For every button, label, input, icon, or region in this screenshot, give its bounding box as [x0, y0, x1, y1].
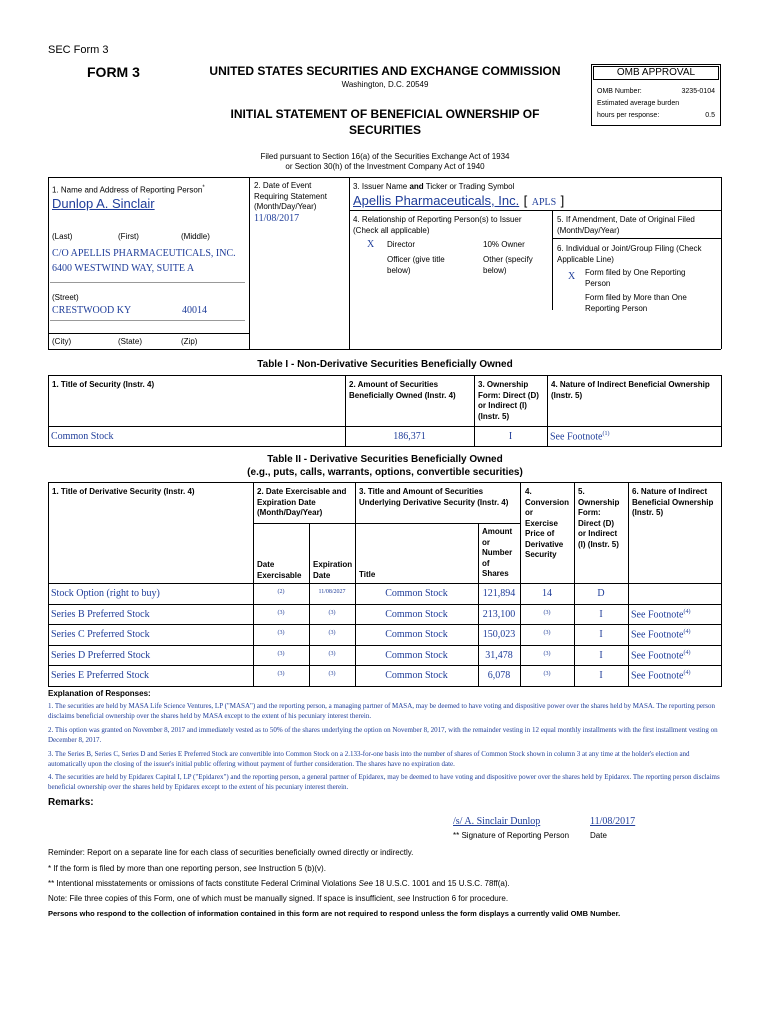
table1-col4-line1: 4. Nature of Indirect Beneficial Ownership [551, 380, 710, 389]
table2-row-divider [48, 665, 722, 666]
table2-row-expiration: (3) [328, 671, 336, 678]
box3-label-and: and [409, 182, 424, 191]
explanation-note-3: 3. The Series B, Series C, Series D and Series E Preferred Stock are convertible into Common Stock on a 2.133-for-one basis into the number of shares of Common Stock shown in column 3 at any time at the holder's election and automatically upon the closing of the issuer's initial public offering without payment of further consideration. The shares have no expiration date. [48, 750, 690, 768]
table2-row-expiration: (3) [328, 609, 336, 616]
omb-number: 3235-0104 [681, 88, 715, 95]
state-label: (State) [118, 337, 143, 346]
table2-col4-line4: Exercise [525, 518, 558, 528]
box3-label-pre: 3. Issuer Name [353, 182, 410, 191]
table2-col4-line1: 4. [525, 487, 532, 496]
table2-row-nature-sup: (4) [683, 608, 691, 615]
omb-number-row [597, 86, 715, 98]
table2-row-price: (3) [543, 650, 551, 657]
table2-amount-line1: Amount [482, 527, 513, 536]
footnote-double-star-see: See [358, 879, 373, 888]
box1-label-text: 1. Name and Address of Reporting Person [52, 185, 203, 195]
table1-col3-line1: 3. Ownership [478, 380, 529, 389]
table1-title: Table I - Non-Derivative Securities Beneficially Owned [257, 359, 513, 370]
filed-pursuant-line1: Filed pursuant to Section 16(a) of the Securities Exchange Act of 1934 [260, 152, 510, 161]
table2-row-nature-sup: (4) [683, 649, 691, 656]
issuer-name[interactable]: Apellis Pharmaceuticals, Inc. [353, 193, 520, 208]
footnote-star-post: Instruction 5 (b)(v). [256, 864, 326, 873]
table2-row-nature-text: See Footnote [631, 650, 684, 662]
sec-form-label: SEC Form 3 [48, 44, 109, 56]
table2-col5-line1: 5. [578, 487, 585, 496]
box6-label [557, 244, 702, 265]
omb-hours-row [597, 110, 715, 122]
table2-col3-line2: Underlying Derivative Security (Instr. 4) [359, 497, 509, 507]
table2-amount-header [482, 527, 512, 580]
officer-label-line2: below) [387, 265, 411, 275]
explanation-note-1: 1. The securities are held by MASA Life Science Ventures, LP ("MASA") and the reporting person, a managing partner of MASA, may be deemed to have voting and dispositive power over the shares held by MASA. The reporting person disclaims beneficial ownership over the shares held by MASA except to the extent of his pecuniary interest therein. [48, 702, 715, 720]
footnote-double-star [48, 879, 510, 888]
box4-label [353, 215, 522, 236]
table2-row-amount: 150,023 [482, 629, 516, 641]
statement-title [190, 106, 580, 138]
table2-row-price: (3) [543, 609, 551, 616]
bracket-close: ] [560, 193, 565, 208]
table2-row-exercisable: (3) [277, 609, 285, 616]
table2-col4-line2: Conversion [525, 497, 570, 507]
one-person-checkbox[interactable]: X [568, 271, 576, 282]
issuer-line [353, 192, 564, 210]
table1-row-nature-sup: (1) [602, 431, 610, 437]
table2-expiration-date-label: Date [313, 570, 331, 580]
last-label: (Last) [52, 232, 73, 241]
table2-col2-line3: (Month/Day/Year) [257, 508, 323, 517]
table2-row-amount: 213,100 [482, 608, 516, 620]
table2-row-expiration: (3) [328, 650, 336, 657]
table2-bottom-border [48, 686, 722, 687]
table2-row-price: 14 [542, 588, 552, 599]
table2-title [48, 453, 722, 479]
table2-row-title: Series C Preferred Stock [51, 629, 150, 641]
table2-row-underlying: Common Stock [385, 649, 448, 661]
zip-label: (Zip) [181, 337, 198, 346]
footnote-star-see: see [243, 864, 257, 873]
statement-title-line2: SECURITIES [348, 123, 421, 137]
table2-row-divider [48, 624, 722, 625]
table2-col5-header [578, 487, 619, 550]
statement-title-line1: INITIAL STATEMENT OF BENEFICIAL OWNERSHIP OF [230, 107, 540, 121]
signature-label: ** Signature of Reporting Person [453, 831, 570, 840]
table2-col2-header [257, 487, 346, 519]
box2-label [254, 181, 327, 213]
table1-col3-header [478, 380, 539, 422]
middle-label: (Middle) [181, 232, 210, 241]
table1-col2-header [349, 380, 456, 401]
table2-col4-line6: Derivative [525, 539, 564, 549]
city-label: (City) [52, 337, 72, 346]
table2-row-form: I [599, 649, 603, 661]
table2-row-form: I [599, 670, 603, 682]
note-text [48, 894, 508, 903]
table2-row-title: Series B Preferred Stock [51, 608, 150, 620]
first-label: (First) [118, 232, 139, 241]
officer-label-line1: Officer (give title [387, 255, 445, 264]
box6-label-line2: Applicable Line) [557, 254, 614, 264]
table2-row-nature [631, 650, 691, 661]
form-number: FORM 3 [87, 64, 140, 80]
omb-hours: 0.5 [705, 112, 715, 119]
director-checkbox[interactable]: X [367, 239, 375, 250]
table2-row-expiration: 11/08/2027 [318, 589, 346, 595]
table2-col4-line3: or [525, 508, 533, 517]
remarks-title: Remarks: [48, 797, 94, 808]
table2-amount-line5: Shares [482, 569, 509, 578]
box2-label-line3: (Month/Day/Year) [254, 202, 317, 211]
note-text-see: see [397, 894, 411, 903]
table2-col5-line5: or Indirect [578, 529, 618, 538]
table1-col4-line2: (Instr. 5) [551, 390, 583, 400]
reminder-text: Reminder: Report on a separate line for each class of securities beneficially owned directly or indirectly. [48, 848, 414, 857]
table2-row-amount: 121,894 [482, 588, 516, 599]
explanation-note-4: 4. The securities are held by Epidarex Capital I, LP ("Epidarex") and the reporting person, a general partner of Epidarex, may be deemed to have voting and dispositive power over the shares held by Epidarex. The reporting person disclaims beneficial ownership over the shares held by Epidarex except to the extent of his pecuniary interest therein. [48, 773, 720, 791]
table1-row-form: I [508, 431, 513, 442]
table2-row-underlying: Common Stock [385, 608, 448, 620]
more-persons-label-line2: Reporting Person [585, 303, 648, 313]
table1-col2-line2: Beneficially Owned (Instr. 4) [349, 390, 456, 400]
table1-row-nature [550, 431, 610, 442]
explanation-note-2: 2. This option was granted on November 8, 2017 and immediately vested as to 50% of the shares underlying the option on November 8, 2017, with the remainder vesting in 12 equal monthly installments with the first installment vesting on December 8, 2017. [48, 726, 718, 744]
table2-row-amount: 6,078 [487, 670, 511, 682]
table2-row-form: D [597, 588, 605, 599]
table2-row-divider [48, 604, 722, 605]
omb-burden-label: Estimated average burden [597, 100, 680, 107]
table2-row-nature-sup: (4) [683, 629, 691, 636]
footnote-double-star-post: 18 U.S.C. 1001 and 15 U.S.C. 78ff(a). [372, 879, 510, 888]
omb-approval-box [591, 64, 721, 126]
table2-row-exercisable: (2) [277, 589, 285, 595]
box3-label [353, 182, 514, 193]
more-persons-label-line1: Form filed by More than One [585, 293, 687, 302]
table2-col6-line1: 6. Nature of Indirect [632, 487, 708, 496]
box5-label-line1: 5. If Amendment, Date of Original Filed [557, 215, 695, 224]
omb-title: OMB APPROVAL [593, 66, 719, 80]
one-person-label [585, 268, 686, 289]
date-label: Date [590, 831, 607, 840]
ten-percent-owner-label: 10% Owner [483, 240, 525, 249]
address-line1: C/O APELLIS PHARMACEUTICALS, INC. [52, 248, 236, 259]
footnote-star-pre: * If the form is filed by more than one reporting person, [48, 864, 244, 873]
table2-col2-line2: Expiration Date [257, 497, 316, 507]
table2-row-nature-text: See Footnote [631, 629, 684, 641]
table1-col4-header [551, 380, 710, 401]
table2-col4-line7: Security [525, 550, 557, 559]
table2-row-nature [631, 670, 691, 681]
table2-title-line2: (e.g., puts, calls, warrants, options, convertible securities) [247, 467, 523, 478]
table2-row-title: Stock Option (right to buy) [51, 588, 160, 599]
persons-notice: Persons who respond to the collection of information contained in this form are not required to respond unless the form displays a currently valid OMB Number. [48, 909, 621, 918]
footnote-star [48, 864, 326, 873]
table2-row-price: (3) [543, 630, 551, 637]
table2-exercisable-label: Exercisable [257, 570, 302, 580]
note-text-pre: Note: File three copies of this Form, one of which must be manually signed. If space is insufficient, [48, 894, 398, 903]
table2-col5-line3: Form: [578, 508, 601, 517]
table2-title-line1: Table II - Derivative Securities Beneficially Owned [267, 454, 503, 465]
table2-amount-line4: of [482, 558, 490, 568]
table2-row-title: Series E Preferred Stock [51, 670, 150, 682]
table2-col4-header [525, 487, 569, 561]
commission-location: Washington, D.C. 20549 [341, 80, 429, 89]
table1-row-amount: 186,371 [393, 431, 426, 442]
street-label: (Street) [52, 293, 79, 302]
one-person-label-line1: Form filed by One Reporting [585, 268, 686, 277]
other-label-line1: Other (specify [483, 255, 533, 264]
event-date: 11/08/2017 [254, 213, 300, 224]
table1-row-title: Common Stock [51, 431, 114, 442]
box5-label-line2: (Month/Day/Year) [557, 225, 620, 235]
table2-col5-line4: Direct (D) [578, 518, 615, 528]
table1-row-nature-text: See Footnote [550, 431, 603, 443]
note-text-post: Instruction 6 for procedure. [410, 894, 509, 903]
table2-row-exercisable: (3) [277, 650, 285, 657]
table2-row-nature [631, 609, 691, 620]
table2-row-underlying: Common Stock [385, 588, 448, 599]
box2-label-line2: Requiring Statement [254, 191, 327, 201]
table2-amount-line3: Number [482, 548, 513, 557]
table2-expiration-header [313, 560, 352, 581]
table2-amount-line2: or [482, 537, 490, 547]
city-state-value: CRESTWOOD KY [52, 305, 132, 316]
table2-row-amount: 31,478 [485, 649, 513, 661]
zip-value: 40014 [182, 305, 207, 316]
table2-col6-header [632, 487, 713, 519]
omb-hours-label: hours per response: [597, 112, 660, 119]
table2-col6-line3: (Instr. 5) [632, 508, 664, 517]
table1-col2-line1: 2. Amount of Securities [349, 380, 439, 389]
other-label [483, 255, 533, 276]
ticker-symbol: APLS [531, 197, 557, 208]
filed-pursuant-line2: or Section 30(h) of the Investment Company Act of 1940 [285, 162, 485, 171]
table2-row-nature [631, 629, 691, 640]
table1-col3-line2: Form: Direct (D) [478, 390, 539, 400]
table2-col4-line5: Price of [525, 529, 555, 538]
table2-col5-line6: (I) (Instr. 5) [578, 539, 619, 549]
table2-col3-header [359, 487, 508, 508]
officer-label [387, 255, 445, 276]
table2-date-label: Date [257, 560, 275, 569]
table2-row-exercisable: (3) [277, 671, 285, 678]
commission-title: UNITED STATES SECURITIES AND EXCHANGE COMMISSION [209, 64, 561, 78]
signature-date: 11/08/2017 [590, 816, 636, 827]
table1-col3-line3: or Indirect (I) [478, 401, 527, 410]
table2-row-divider [48, 645, 722, 646]
box3-label-post: Ticker or Trading Symbol [423, 182, 515, 191]
box6-label-line1: 6. Individual or Joint/Group Filing (Check [557, 244, 702, 253]
table2-row-underlying: Common Stock [385, 670, 448, 682]
table1-col3-line4: (Instr. 5) [478, 411, 510, 421]
table2-row-nature-sup: (4) [683, 670, 691, 677]
box2-label-line1: 2. Date of Event [254, 181, 312, 190]
table2-row-underlying: Common Stock [385, 629, 448, 641]
table2-row-exercisable: (3) [277, 630, 285, 637]
box5-label [557, 215, 695, 236]
box1-label [52, 183, 205, 196]
reporting-person-name[interactable]: Dunlop A. Sinclair [52, 196, 155, 211]
table2-row-form: I [599, 608, 603, 620]
omb-number-label: OMB Number: [597, 88, 642, 95]
table2-row-nature-text: See Footnote [631, 670, 684, 682]
box4-label-line1: 4. Relationship of Reporting Person(s) to Issuer [353, 215, 522, 224]
table2-row-title: Series D Preferred Stock [51, 649, 151, 661]
filed-pursuant [190, 152, 580, 172]
explanation-title: Explanation of Responses: [48, 689, 151, 698]
table2-col1-header: 1. Title of Derivative Security (Instr. 4) [52, 487, 195, 496]
table2-row-expiration: (3) [328, 630, 336, 637]
table2-col2-line1: 2. Date Exercisable and [257, 487, 347, 496]
table2-expiration-label: Expiration [313, 560, 353, 569]
table2-row-price: (3) [543, 671, 551, 678]
director-label: Director [387, 240, 416, 249]
one-person-label-line2: Person [585, 278, 611, 288]
table2-title-header: Title [359, 570, 376, 579]
other-label-line2: below) [483, 265, 507, 275]
box1-label-star: * [202, 185, 205, 191]
signature: /s/ A. Sinclair Dunlop [453, 816, 541, 827]
table1-col1-header: 1. Title of Security (Instr. 4) [52, 380, 155, 389]
table2-date-exercisable-header [257, 560, 301, 581]
table2-row-form: I [599, 629, 603, 641]
table2-col5-line2: Ownership [578, 497, 620, 507]
bracket-open: [ [523, 193, 528, 208]
more-persons-label [585, 293, 687, 314]
table2-row-nature-text: See Footnote [631, 608, 684, 620]
footnote-double-star-pre: ** Intentional misstatements or omissions of facts constitute Federal Criminal Violations [48, 879, 359, 888]
address-line2: 6400 WESTWIND WAY, SUITE A [52, 263, 195, 274]
table2-col3-line1: 3. Title and Amount of Securities [359, 487, 484, 496]
box4-label-line2: (Check all applicable) [353, 225, 430, 235]
table2-col6-line2: Beneficial Ownership [632, 497, 714, 507]
